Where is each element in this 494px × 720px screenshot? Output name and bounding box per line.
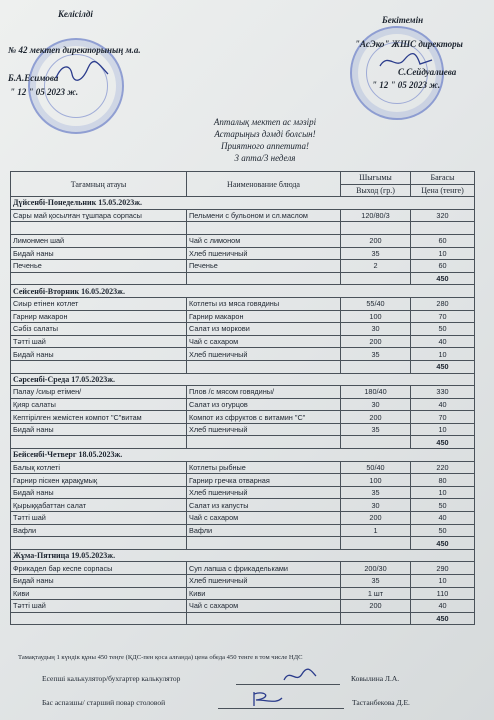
dish-output: 55/40 (341, 297, 411, 310)
approval-left-title: № 42 мектеп директорының м.а. (8, 45, 141, 55)
dish-price: 280 (411, 297, 475, 310)
dish-name-ru: Гарнир гречка отварная (187, 474, 341, 487)
dish-row (11, 386, 475, 399)
dish-output: 35 (341, 486, 411, 499)
dish-row (11, 587, 475, 600)
dish-output (341, 222, 411, 235)
day-total: 450 (411, 612, 475, 625)
dish-name-kz: Сары май қосылған тұшпара сорпасы (11, 209, 187, 222)
col-header-price-kz: Бағасы (411, 172, 475, 185)
dish-output: 2 (341, 260, 411, 273)
dish-output: 200 (341, 512, 411, 525)
dish-name-kz (11, 222, 187, 235)
dish-row (11, 335, 475, 348)
dish-price: 220 (411, 461, 475, 474)
day-header-row (11, 549, 475, 562)
day-total: 450 (411, 436, 475, 449)
dish-name-ru: Киви (187, 587, 341, 600)
col-header-price-ru: Цена (тенге) (411, 184, 475, 197)
accountant-label: Есепші калькулятор/бухгартер калькулятор (42, 674, 181, 683)
dish-name-kz: Киви (11, 587, 187, 600)
day-header-row (11, 197, 475, 210)
day-header-row (11, 285, 475, 298)
dish-name-kz: Бидай наны (11, 348, 187, 361)
dish-row (11, 222, 475, 235)
day-header-row (11, 373, 475, 386)
dish-price: 40 (411, 600, 475, 613)
empty-cell (341, 272, 411, 285)
dish-name-ru (187, 222, 341, 235)
dish-name-ru: Котлеты из мяса говядины (187, 297, 341, 310)
dish-row (11, 209, 475, 222)
empty-cell (11, 436, 187, 449)
dish-price: 50 (411, 323, 475, 336)
empty-cell (11, 272, 187, 285)
price-note: Тамақтаудың 1 күндік құны 450 теңге (ҚДС-пен қоса алғанда) цена обеда 450 тенге в том числе НДС (18, 654, 303, 661)
empty-cell (187, 436, 341, 449)
day-total-row (11, 436, 475, 449)
dish-row (11, 575, 475, 588)
dish-price: 10 (411, 423, 475, 436)
cook-signature (246, 688, 286, 710)
day-total-row (11, 360, 475, 373)
approval-left (52, 8, 93, 20)
dish-name-ru: Чай с лимоном (187, 234, 341, 247)
dish-name-ru: Хлеб пшеничный (187, 348, 341, 361)
day-header: Дүйсенбі-Понедельник 15.05.2023ж. (11, 197, 475, 210)
dish-price: 60 (411, 234, 475, 247)
approval-right-title: "АсЭко" ЖШС директоры (355, 39, 463, 49)
dish-row (11, 486, 475, 499)
empty-cell (341, 360, 411, 373)
dish-name-kz: Сәбіз салаты (11, 323, 187, 336)
dish-row (11, 297, 475, 310)
dish-output: 100 (341, 474, 411, 487)
accountant-name: Ковылина Л.А. (351, 674, 400, 683)
dish-name-kz: Тәтті шай (11, 600, 187, 613)
dish-price: 10 (411, 486, 475, 499)
company-director-signature (376, 50, 436, 76)
dish-name-kz: Гарнир макарон (11, 310, 187, 323)
day-total-row (11, 537, 475, 550)
dish-price: 10 (411, 575, 475, 588)
menu-title (150, 116, 380, 164)
dish-row (11, 348, 475, 361)
dish-output: 200 (341, 335, 411, 348)
dish-name-ru: Плов /с мясом говядины/ (187, 386, 341, 399)
menu-title-line2: Астарыңыз дәмді болсын! (214, 129, 316, 139)
empty-cell (11, 612, 187, 625)
dish-row (11, 411, 475, 424)
approval-right-date: " 12 " 05 2023 ж. (372, 80, 441, 90)
dish-name-ru: Хлеб пшеничный (187, 423, 341, 436)
menu-table (10, 171, 475, 625)
day-total: 450 (411, 272, 475, 285)
dish-row (11, 310, 475, 323)
day-header: Сейсенбі-Вторник 16.05.2023ж. (11, 285, 475, 298)
dish-price: 40 (411, 335, 475, 348)
cook-name: Тастанбекова Д.Е. (352, 698, 410, 707)
approval-right-name: С.Сейдуалиева (398, 67, 457, 77)
dish-name-kz: Тәтті шай (11, 335, 187, 348)
day-header: Бейсенбі-Четверг 18.05.2023ж. (11, 449, 475, 462)
day-total: 450 (411, 537, 475, 550)
dish-name-ru: Салат из моркови (187, 323, 341, 336)
dish-output: 35 (341, 575, 411, 588)
dish-name-ru: Котлеты рыбные (187, 461, 341, 474)
dish-output: 200 (341, 411, 411, 424)
dish-row (11, 423, 475, 436)
dish-row (11, 398, 475, 411)
approval-left-date: " 12 " 05 2023 ж. (10, 87, 79, 97)
dish-name-kz: Қияр салаты (11, 398, 187, 411)
dish-name-kz: Лимонмен шай (11, 234, 187, 247)
dish-row (11, 600, 475, 613)
dish-row (11, 499, 475, 512)
dish-price: 60 (411, 260, 475, 273)
dish-name-ru: Чай с сахаром (187, 600, 341, 613)
empty-cell (341, 537, 411, 550)
empty-cell (11, 537, 187, 550)
dish-row (11, 260, 475, 273)
dish-name-kz: Фрикадел бар кеспе сорпасы (11, 562, 187, 575)
dish-output: 120/80/3 (341, 209, 411, 222)
empty-cell (187, 612, 341, 625)
empty-cell (341, 612, 411, 625)
dish-name-kz: Сиыр етінен котлет (11, 297, 187, 310)
dish-name-ru: Гарнир макарон (187, 310, 341, 323)
dish-output: 35 (341, 348, 411, 361)
col-header-output-kz: Шығымы (341, 172, 411, 185)
dish-name-kz: Қырыққабаттан салат (11, 499, 187, 512)
dish-price: 110 (411, 587, 475, 600)
dish-price: 80 (411, 474, 475, 487)
dish-output: 35 (341, 247, 411, 260)
empty-cell (187, 537, 341, 550)
dish-name-ru: Суп лапша с фрикадельками (187, 562, 341, 575)
dish-name-kz: Бидай наны (11, 247, 187, 260)
dish-price: 40 (411, 512, 475, 525)
cook-label: Бас аспазшы/ старший повар столовой (42, 698, 166, 707)
dish-name-ru: Компот из сфруктов с витамин "С" (187, 411, 341, 424)
dish-name-ru: Вафли (187, 524, 341, 537)
dish-name-ru: Хлеб пшеничный (187, 486, 341, 499)
dish-name-ru: Хлеб пшеничный (187, 575, 341, 588)
col-header-ru: Наименование блюда (187, 172, 341, 197)
dish-price: 50 (411, 499, 475, 512)
dish-row (11, 474, 475, 487)
dish-output: 100 (341, 310, 411, 323)
dish-name-ru: Чай с сахаром (187, 512, 341, 525)
dish-name-kz: Балық котлеті (11, 461, 187, 474)
menu-title-line1: Апталық мектеп ас мәзірі (213, 117, 317, 127)
dish-price: 70 (411, 411, 475, 424)
dish-name-ru: Печенье (187, 260, 341, 273)
dish-name-kz: Гарнир піскен қарақұмық (11, 474, 187, 487)
dish-price: 320 (411, 209, 475, 222)
approval-left-heading: Келісілді (58, 9, 93, 19)
dish-name-kz: Бидай наны (11, 575, 187, 588)
dish-price: 10 (411, 247, 475, 260)
dish-price: 50 (411, 524, 475, 537)
dish-price: 40 (411, 398, 475, 411)
dish-output: 30 (341, 499, 411, 512)
dish-output: 35 (341, 423, 411, 436)
dish-name-kz: Кептірілген жемістен компот "С"витам (11, 411, 187, 424)
empty-cell (187, 360, 341, 373)
approval-right-heading: Бекітемін (382, 15, 424, 25)
dish-row (11, 247, 475, 260)
director-signature (52, 60, 112, 86)
dish-price (411, 222, 475, 235)
dish-name-kz: Печенье (11, 260, 187, 273)
dish-price: 10 (411, 348, 475, 361)
approval-left-name: Б.А.Есимова (8, 73, 59, 83)
dish-output: 180/40 (341, 386, 411, 399)
col-header-output-ru: Выход (гр.) (341, 184, 411, 197)
empty-cell (341, 436, 411, 449)
col-header-kz: Тағамның атауы (11, 172, 187, 197)
dish-name-kz: Вафли (11, 524, 187, 537)
dish-name-ru: Салат из огурцов (187, 398, 341, 411)
dish-price: 330 (411, 386, 475, 399)
dish-price: 70 (411, 310, 475, 323)
dish-name-kz: Палау /сиыр етімен/ (11, 386, 187, 399)
dish-output: 30 (341, 323, 411, 336)
dish-name-kz: Тәтті шай (11, 512, 187, 525)
day-header-row (11, 449, 475, 462)
dish-output: 200/30 (341, 562, 411, 575)
dish-output: 50/40 (341, 461, 411, 474)
dish-row (11, 524, 475, 537)
dish-row (11, 512, 475, 525)
accountant-signature (280, 666, 320, 686)
dish-output: 30 (341, 398, 411, 411)
dish-output: 1 (341, 524, 411, 537)
dish-row (11, 323, 475, 336)
dish-output: 1 шт (341, 587, 411, 600)
empty-cell (187, 272, 341, 285)
day-total-row (11, 612, 475, 625)
dish-name-kz: Бидай наны (11, 486, 187, 499)
day-header: Жұма-Пятница 19.05.2023ж. (11, 549, 475, 562)
day-total-row (11, 272, 475, 285)
dish-row (11, 234, 475, 247)
dish-row (11, 562, 475, 575)
day-total: 450 (411, 360, 475, 373)
dish-output: 200 (341, 234, 411, 247)
empty-cell (11, 360, 187, 373)
dish-price: 290 (411, 562, 475, 575)
dish-name-ru: Хлеб пшеничный (187, 247, 341, 260)
dish-output: 200 (341, 600, 411, 613)
dish-name-ru: Пельмени с бульоном и сл.маслом (187, 209, 341, 222)
day-header: Сәрсенбі-Среда 17.05.2023ж. (11, 373, 475, 386)
menu-week: 3 апта/3 неделя (234, 153, 296, 163)
dish-name-ru: Чай с сахаром (187, 335, 341, 348)
menu-title-line3: Приятного аппетита! (221, 141, 309, 151)
dish-row (11, 461, 475, 474)
dish-name-ru: Салат из капусты (187, 499, 341, 512)
menu-table-body (11, 197, 475, 625)
dish-name-kz: Бидай наны (11, 423, 187, 436)
